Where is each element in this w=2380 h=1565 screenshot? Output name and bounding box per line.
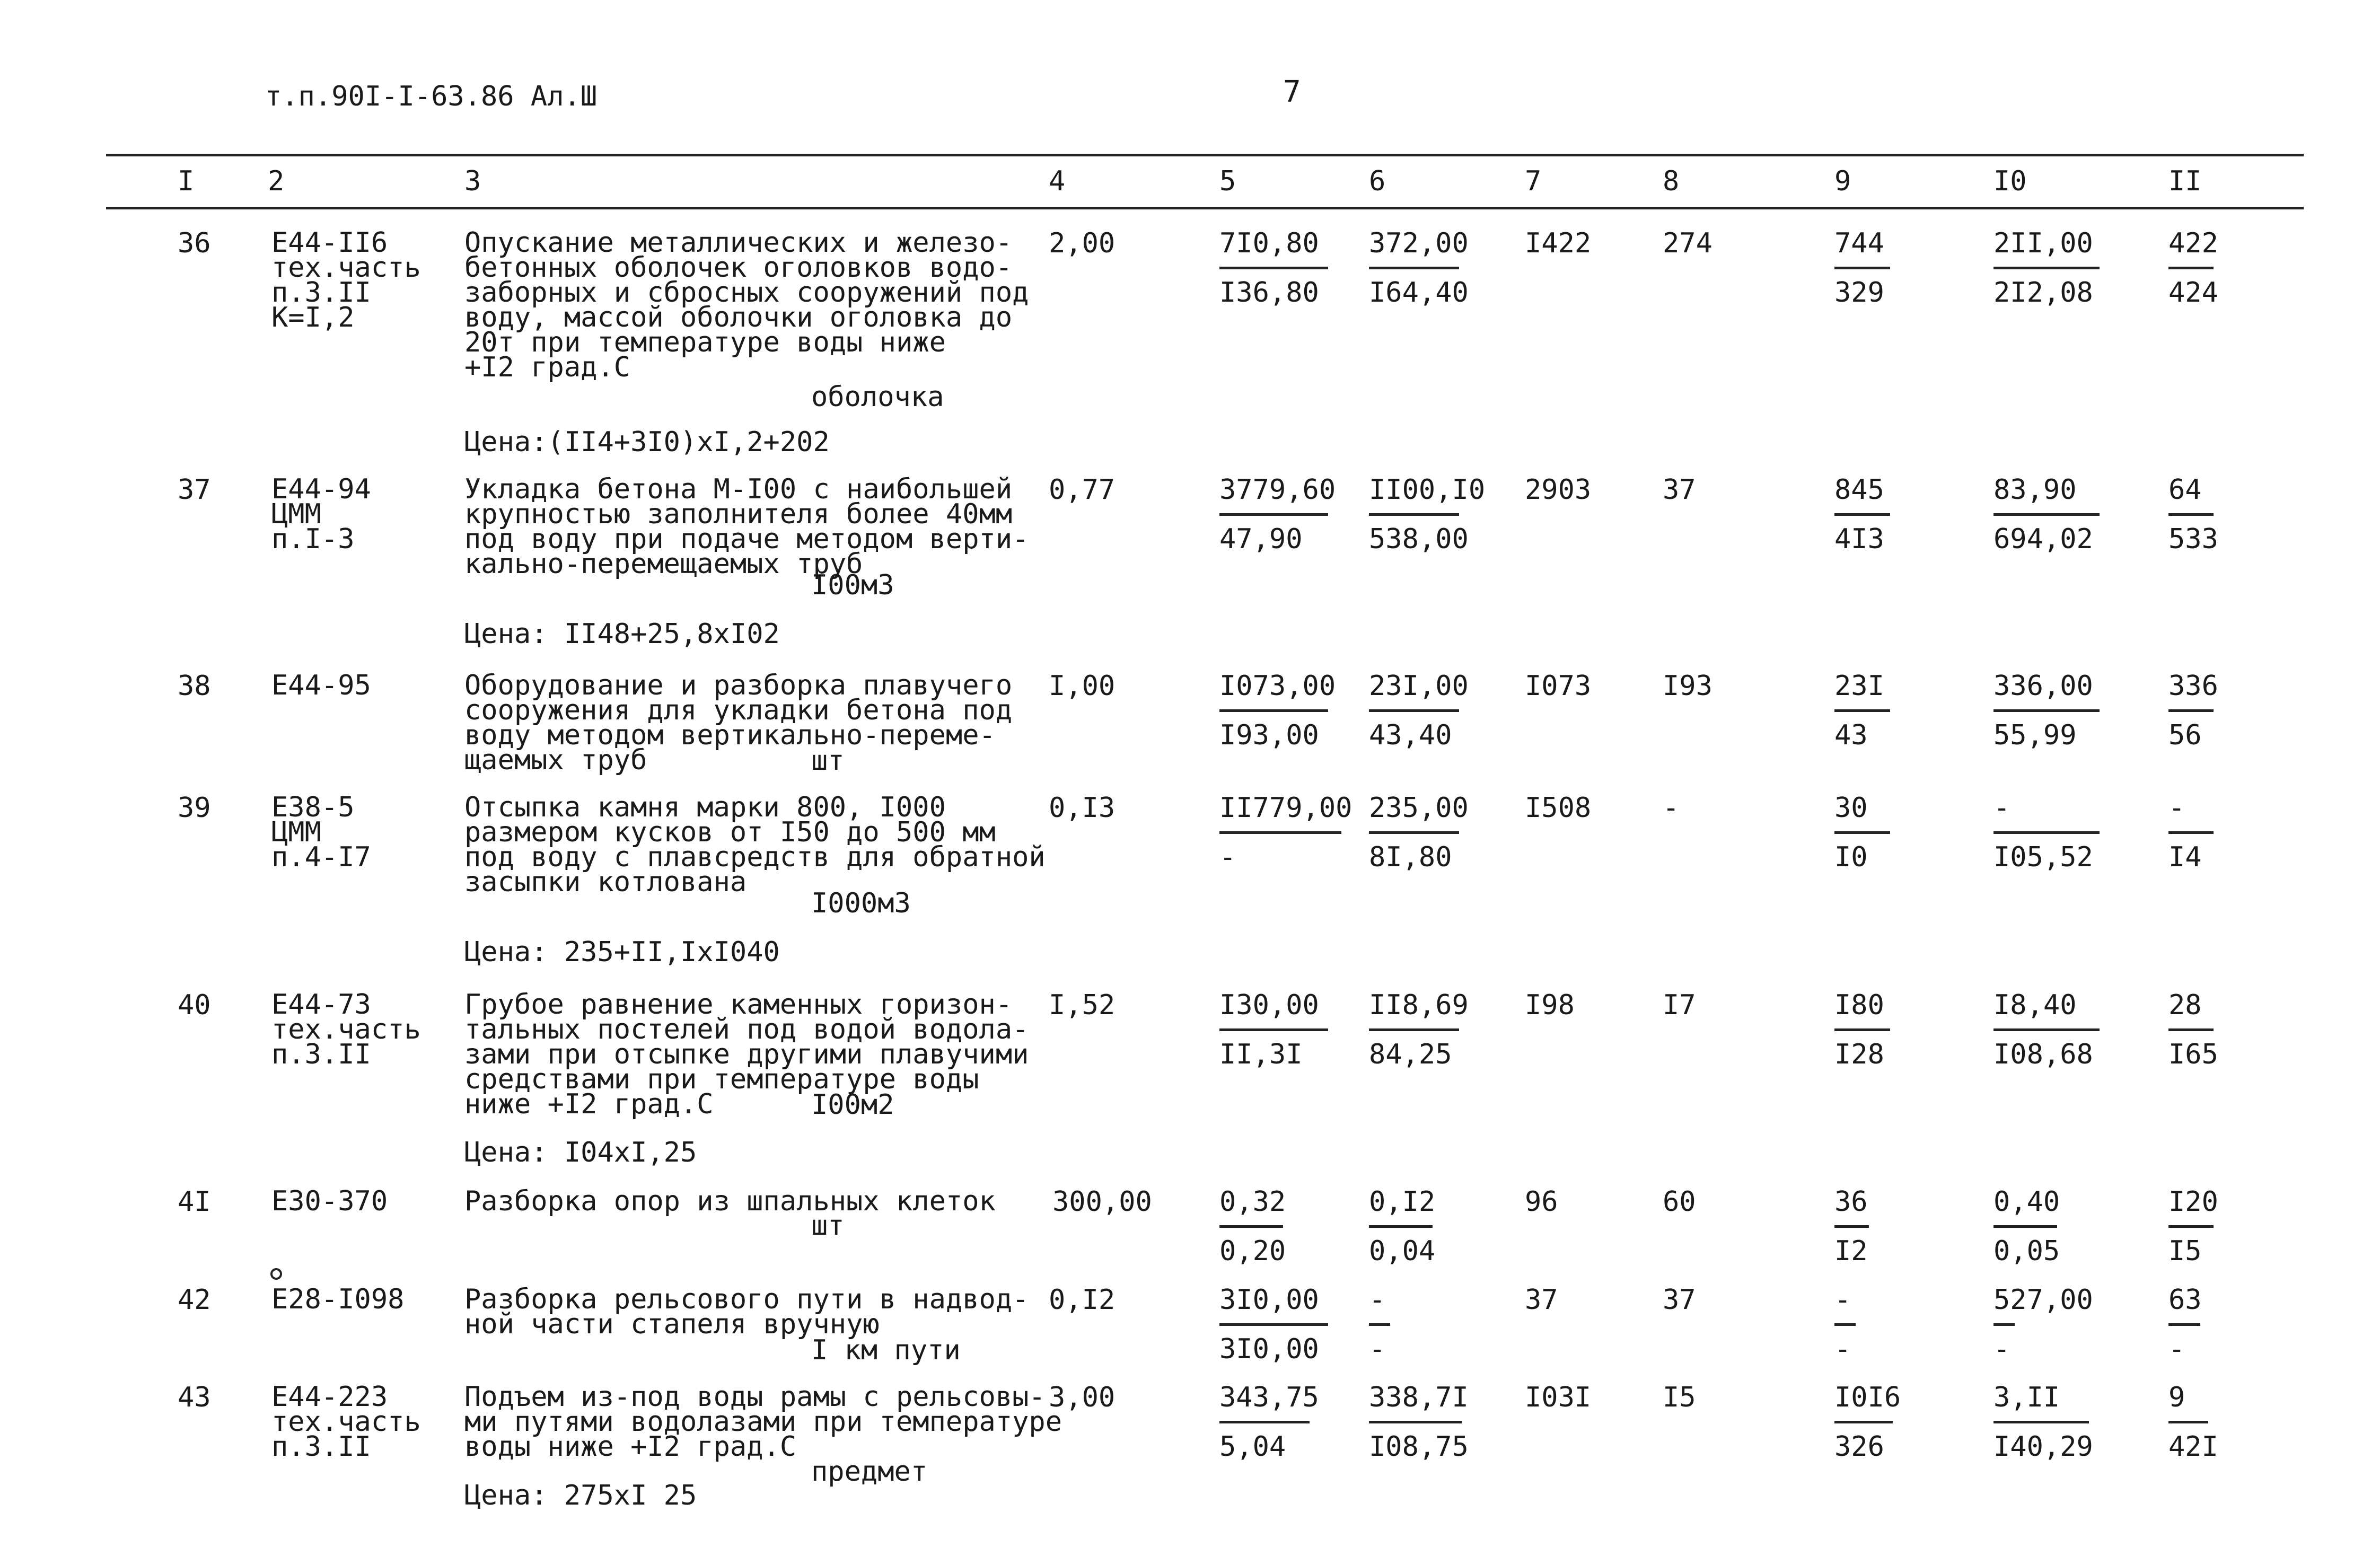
col5-bottom: I36,80: [1219, 277, 1319, 309]
col5-top: I073,00: [1219, 670, 1336, 702]
col9-top: 23I: [1834, 670, 1884, 702]
col5-top: II779,00: [1219, 792, 1353, 824]
col-header-7: 7: [1525, 165, 1542, 197]
norm-code: Е44-73 тех.часть п.3.II: [271, 989, 421, 1070]
quantity: I,52: [1049, 989, 1116, 1021]
col9-bottom: I2: [1834, 1235, 1868, 1267]
fraction-bar: [1369, 1028, 1459, 1031]
page-number: 7: [1283, 75, 1301, 109]
col10-bottom: 2I2,08: [1993, 277, 2093, 309]
price-formula: Цена: 235+II,IхI040: [464, 936, 780, 968]
fraction-bar: [2168, 513, 2214, 516]
norm-code: Е44-II6 тех.часть п.3.II К=I,2: [271, 227, 421, 333]
norm-code: Е38-5 ЦММ п.4-I7: [271, 792, 371, 873]
unit-of-measure: шт: [811, 745, 845, 777]
col10-fraction: [1993, 792, 2100, 873]
unit-of-measure: шт: [811, 1210, 845, 1242]
col5-fraction: [1219, 1186, 1286, 1267]
col9-bottom: I0: [1834, 841, 1868, 873]
fraction-bar: [1219, 831, 1341, 834]
col11-bottom: I4: [2168, 841, 2202, 873]
col-header-3: 3: [464, 165, 481, 197]
unit-of-measure: I00м2: [811, 1089, 894, 1121]
col10-bottom: I08,68: [1993, 1039, 2093, 1070]
fraction-bar: [1219, 513, 1328, 516]
col5-bottom: 0,20: [1219, 1235, 1286, 1267]
col6-bottom: I64,40: [1369, 277, 1469, 309]
fraction-bar: [1369, 1225, 1433, 1228]
col10-fraction: [1993, 1382, 2093, 1463]
col6-top: -: [1369, 1284, 1386, 1316]
fraction-bar: [1369, 1421, 1462, 1423]
col9-bottom: 329: [1834, 277, 1884, 309]
col11-bottom: 424: [2168, 277, 2218, 309]
col-header-8: 8: [1663, 165, 1680, 197]
row-number: 42: [178, 1284, 211, 1316]
col10-bottom: 55,99: [1993, 719, 2077, 751]
col11-bottom: 533: [2168, 523, 2218, 555]
col9-top: -: [1834, 1284, 1851, 1316]
col7-value: I073: [1525, 670, 1592, 702]
col11-bottom: I65: [2168, 1039, 2218, 1070]
col9-top: 36: [1834, 1186, 1868, 1218]
fraction-bar: [1993, 709, 2100, 712]
col9-fraction: [1834, 1382, 1901, 1463]
work-description: Укладка бетона М-I00 с наибольшей крупностью заполнителя более 40мм под воду при подаче методом верти- кально-перемещаемых труб: [464, 473, 1029, 580]
col11-fraction: [2168, 792, 2214, 873]
row-number: 38: [178, 670, 211, 702]
col6-top: 23I,00: [1369, 670, 1469, 702]
col11-top: 9: [2168, 1382, 2185, 1413]
col8-value: I7: [1663, 989, 1696, 1021]
col8-value: 274: [1663, 227, 1712, 259]
col9-fraction: [1834, 989, 1890, 1070]
col5-fraction: [1219, 227, 1328, 309]
col6-fraction: [1369, 792, 1469, 873]
fraction-bar: [1369, 513, 1459, 516]
col10-top: 3,II: [1993, 1382, 2060, 1413]
table-header-rule: [106, 207, 2304, 209]
col11-fraction: [2168, 1382, 2218, 1463]
col11-bottom: 56: [2168, 719, 2202, 751]
col5-fraction: [1219, 1382, 1319, 1463]
work-description: Разборка рельсового пути в надвод- ной части стапеля вручную: [464, 1283, 1029, 1340]
col11-bottom: I5: [2168, 1235, 2202, 1267]
col10-fraction: [1993, 474, 2100, 555]
col11-fraction: [2168, 474, 2218, 555]
col7-value: 2903: [1525, 474, 1592, 506]
col10-bottom: I05,52: [1993, 841, 2093, 873]
fraction-bar: [1993, 1028, 2100, 1031]
col11-fraction: [2168, 1186, 2218, 1267]
col6-fraction: [1369, 1186, 1436, 1267]
col9-fraction: [1834, 670, 1890, 751]
fraction-bar: [1834, 1225, 1869, 1228]
col6-top: 372,00: [1369, 227, 1469, 259]
col10-top: 83,90: [1993, 474, 2077, 506]
col7-value: I422: [1525, 227, 1592, 259]
col5-fraction: [1219, 792, 1353, 873]
col5-fraction: [1219, 474, 1336, 555]
col5-bottom: 47,90: [1219, 523, 1303, 555]
col11-top: 63: [2168, 1284, 2202, 1316]
quantity: 0,I2: [1049, 1284, 1116, 1316]
col9-top: 845: [1834, 474, 1884, 506]
col10-fraction: [1993, 989, 2100, 1070]
price-formula: Цена:(II4+3I0)хI,2+202: [464, 426, 830, 458]
col8-value: I93: [1663, 670, 1712, 702]
fraction-bar: [1219, 709, 1328, 712]
col7-value: 96: [1525, 1186, 1558, 1218]
col11-fraction: [2168, 1284, 2202, 1365]
col6-top: II00,I0: [1369, 474, 1486, 506]
col10-top: 336,00: [1993, 670, 2093, 702]
col10-fraction: [1993, 227, 2100, 309]
fraction-bar: [1993, 513, 2100, 516]
row-number: 37: [178, 474, 211, 506]
work-description: Оборудование и разборка плавучего сооружения для укладки бетона под воду методом вертикально-переме- щаемых труб: [464, 670, 1013, 776]
col5-bottom: -: [1219, 841, 1236, 873]
column-headers: [0, 165, 2380, 200]
fraction-bar: [1834, 1323, 1856, 1326]
col8-value: 60: [1663, 1186, 1696, 1218]
col6-top: 338,7I: [1369, 1382, 1469, 1413]
row-number: 43: [178, 1382, 211, 1413]
col11-fraction: [2168, 227, 2218, 309]
table-top-rule: [106, 154, 2304, 156]
stray-mark: [270, 1268, 282, 1280]
col10-top: 0,40: [1993, 1186, 2060, 1218]
fraction-bar: [1219, 1225, 1283, 1228]
col11-bottom: 42I: [2168, 1431, 2218, 1463]
col10-fraction: [1993, 1284, 2093, 1365]
fraction-bar: [1369, 709, 1459, 712]
fraction-bar: [1834, 1421, 1893, 1423]
col5-top: 3779,60: [1219, 474, 1336, 506]
col10-fraction: [1993, 1186, 2060, 1267]
col10-bottom: 0,05: [1993, 1235, 2060, 1267]
col6-fraction: [1369, 1382, 1469, 1463]
col6-top: 235,00: [1369, 792, 1469, 824]
col10-bottom: 694,02: [1993, 523, 2093, 555]
fraction-bar: [1219, 1421, 1310, 1423]
col6-bottom: 538,00: [1369, 523, 1469, 555]
row-number: 4I: [178, 1186, 211, 1218]
col11-fraction: [2168, 989, 2218, 1070]
col11-top: 28: [2168, 989, 2202, 1021]
norm-code: Е44-223 тех.часть п.3.II: [271, 1381, 421, 1463]
col6-bottom: I08,75: [1369, 1431, 1469, 1463]
fraction-bar: [1834, 267, 1890, 269]
col-header-5: 5: [1219, 165, 1236, 197]
price-formula: Цена: 275хI 25: [464, 1480, 697, 1511]
price-formula: Цена: II48+25,8хI02: [464, 618, 780, 650]
work-description: Опускание металлических и железо- бетонных оболочек оголовков водо- заборных и сбросных сооружений под воду, массой оболочки оголовка до 20т при температуре воды ниже +I2 град.С: [464, 227, 1029, 383]
col-header-4: 4: [1049, 165, 1066, 197]
col7-value: I508: [1525, 792, 1592, 824]
col10-top: -: [1993, 792, 2010, 824]
col9-fraction: [1834, 1186, 1869, 1267]
col11-top: 64: [2168, 474, 2202, 506]
work-description: Разборка опор из шпальных клеток: [464, 1185, 996, 1217]
norm-code: Е30-370: [271, 1185, 388, 1217]
quantity: 0,I3: [1049, 792, 1116, 824]
fraction-bar: [1369, 831, 1459, 834]
col11-bottom: -: [2168, 1333, 2185, 1365]
col10-bottom: -: [1993, 1333, 2010, 1365]
quantity: I,00: [1049, 670, 1116, 702]
col6-bottom: 43,40: [1369, 719, 1452, 751]
row-number: 40: [178, 989, 211, 1021]
unit-of-measure: I00м3: [811, 569, 894, 601]
col5-fraction: [1219, 989, 1328, 1070]
col5-top: 7I0,80: [1219, 227, 1319, 259]
col11-top: 336: [2168, 670, 2218, 702]
col9-top: 744: [1834, 227, 1884, 259]
fraction-bar: [1369, 267, 1459, 269]
col5-top: 343,75: [1219, 1382, 1319, 1413]
unit-of-measure: оболочка: [811, 381, 944, 413]
col9-fraction: [1834, 792, 1890, 873]
quantity: 2,00: [1049, 227, 1116, 259]
work-description: Подъем из-под воды рамы с рельсовы- ми путями водолазами при температуре воды ниже +I2 град.С: [464, 1381, 1062, 1463]
col6-fraction: [1369, 474, 1486, 555]
col6-bottom: 84,25: [1369, 1039, 1452, 1070]
col6-bottom: 8I,80: [1369, 841, 1452, 873]
fraction-bar: [1834, 513, 1890, 516]
col9-bottom: 4I3: [1834, 523, 1884, 555]
col-header-1: I: [178, 165, 195, 197]
col5-top: 3I0,00: [1219, 1284, 1319, 1316]
price-formula: Цена: I04хI,25: [464, 1137, 697, 1168]
fraction-bar: [1369, 1323, 1390, 1326]
col11-top: 422: [2168, 227, 2218, 259]
col6-top: II8,69: [1369, 989, 1469, 1021]
quantity: 3,00: [1049, 1382, 1116, 1413]
col9-top: 30: [1834, 792, 1868, 824]
col6-bottom: 0,04: [1369, 1235, 1436, 1267]
col9-bottom: -: [1834, 1333, 1851, 1365]
col8-value: I5: [1663, 1382, 1696, 1413]
fraction-bar: [1219, 1028, 1328, 1031]
col10-top: I8,40: [1993, 989, 2077, 1021]
col-header-9: 9: [1834, 165, 1851, 197]
col7-value: 37: [1525, 1284, 1558, 1316]
col6-bottom: -: [1369, 1333, 1386, 1365]
fraction-bar: [2168, 1225, 2214, 1228]
col6-fraction: [1369, 227, 1469, 309]
col9-fraction: [1834, 474, 1890, 555]
fraction-bar: [1834, 1028, 1890, 1031]
col10-fraction: [1993, 670, 2100, 751]
fraction-bar: [2168, 1028, 2214, 1031]
col-header-10: I0: [1993, 165, 2027, 197]
col5-bottom: 5,04: [1219, 1431, 1286, 1463]
col6-top: 0,I2: [1369, 1186, 1436, 1218]
col5-top: I30,00: [1219, 989, 1319, 1021]
row-number: 36: [178, 227, 211, 259]
unit-of-measure: I км пути: [811, 1334, 961, 1366]
work-description: Грубое равнение каменных горизон- тальных постелей под водой водола- зами при отсыпке другими плавучими средствами при температуре воды ниже +I2 град.С: [464, 989, 1029, 1120]
fraction-bar: [1993, 1323, 2015, 1326]
col9-bottom: 43: [1834, 719, 1868, 751]
col8-value: -: [1663, 792, 1680, 824]
col6-fraction: [1369, 670, 1469, 751]
col10-top: 527,00: [1993, 1284, 2093, 1316]
col11-top: -: [2168, 792, 2185, 824]
col11-fraction: [2168, 670, 2218, 751]
row-number: 39: [178, 792, 211, 824]
col10-top: 2II,00: [1993, 227, 2093, 259]
norm-code: Е28-I098: [271, 1283, 405, 1315]
work-description: Отсыпка камня марки 800, I000 размером кусков от I50 до 500 мм под воду с плавсредств для обратной засыпки котлована: [464, 792, 1046, 898]
col5-fraction: [1219, 1284, 1328, 1365]
fraction-bar: [1993, 267, 2100, 269]
fraction-bar: [2168, 1421, 2208, 1423]
fraction-bar: [2168, 709, 2214, 712]
col9-top: I80: [1834, 989, 1884, 1021]
fraction-bar: [2168, 1323, 2200, 1326]
quantity: 0,77: [1049, 474, 1116, 506]
fraction-bar: [1834, 831, 1890, 834]
col8-value: 37: [1663, 474, 1696, 506]
fraction-bar: [1993, 1225, 2057, 1228]
col10-bottom: I40,29: [1993, 1431, 2093, 1463]
col5-top: 0,32: [1219, 1186, 1286, 1218]
col7-value: I98: [1525, 989, 1575, 1021]
col5-bottom: II,3I: [1219, 1039, 1303, 1070]
col5-fraction: [1219, 670, 1336, 751]
unit-of-measure: предмет: [811, 1456, 928, 1488]
fraction-bar: [1834, 709, 1890, 712]
col6-fraction: [1369, 1284, 1390, 1365]
col5-bottom: 3I0,00: [1219, 1333, 1319, 1365]
norm-code: Е44-94 ЦММ п.I-3: [271, 473, 371, 555]
col-header-11: II: [2168, 165, 2202, 197]
col7-value: I03I: [1525, 1382, 1592, 1413]
unit-of-measure: I000м3: [811, 887, 911, 919]
col9-bottom: 326: [1834, 1431, 1884, 1463]
col8-value: 37: [1663, 1284, 1696, 1316]
fraction-bar: [1219, 1323, 1328, 1326]
fraction-bar: [1219, 267, 1328, 269]
fraction-bar: [2168, 831, 2214, 834]
fraction-bar: [1993, 1421, 2089, 1423]
col-header-6: 6: [1369, 165, 1386, 197]
col9-top: I0I6: [1834, 1382, 1901, 1413]
norm-code: Е44-95: [271, 670, 371, 701]
col9-fraction: [1834, 227, 1890, 309]
col9-fraction: [1834, 1284, 1856, 1365]
col-header-2: 2: [268, 165, 285, 197]
col5-bottom: I93,00: [1219, 719, 1319, 751]
quantity: 300,00: [1052, 1186, 1152, 1218]
fraction-bar: [2168, 267, 2214, 269]
fraction-bar: [1993, 831, 2100, 834]
col11-top: I20: [2168, 1186, 2218, 1218]
document-code: т.п.90I-I-63.86 Ал.Ш: [265, 81, 598, 112]
col9-bottom: I28: [1834, 1039, 1884, 1070]
col6-fraction: [1369, 989, 1469, 1070]
